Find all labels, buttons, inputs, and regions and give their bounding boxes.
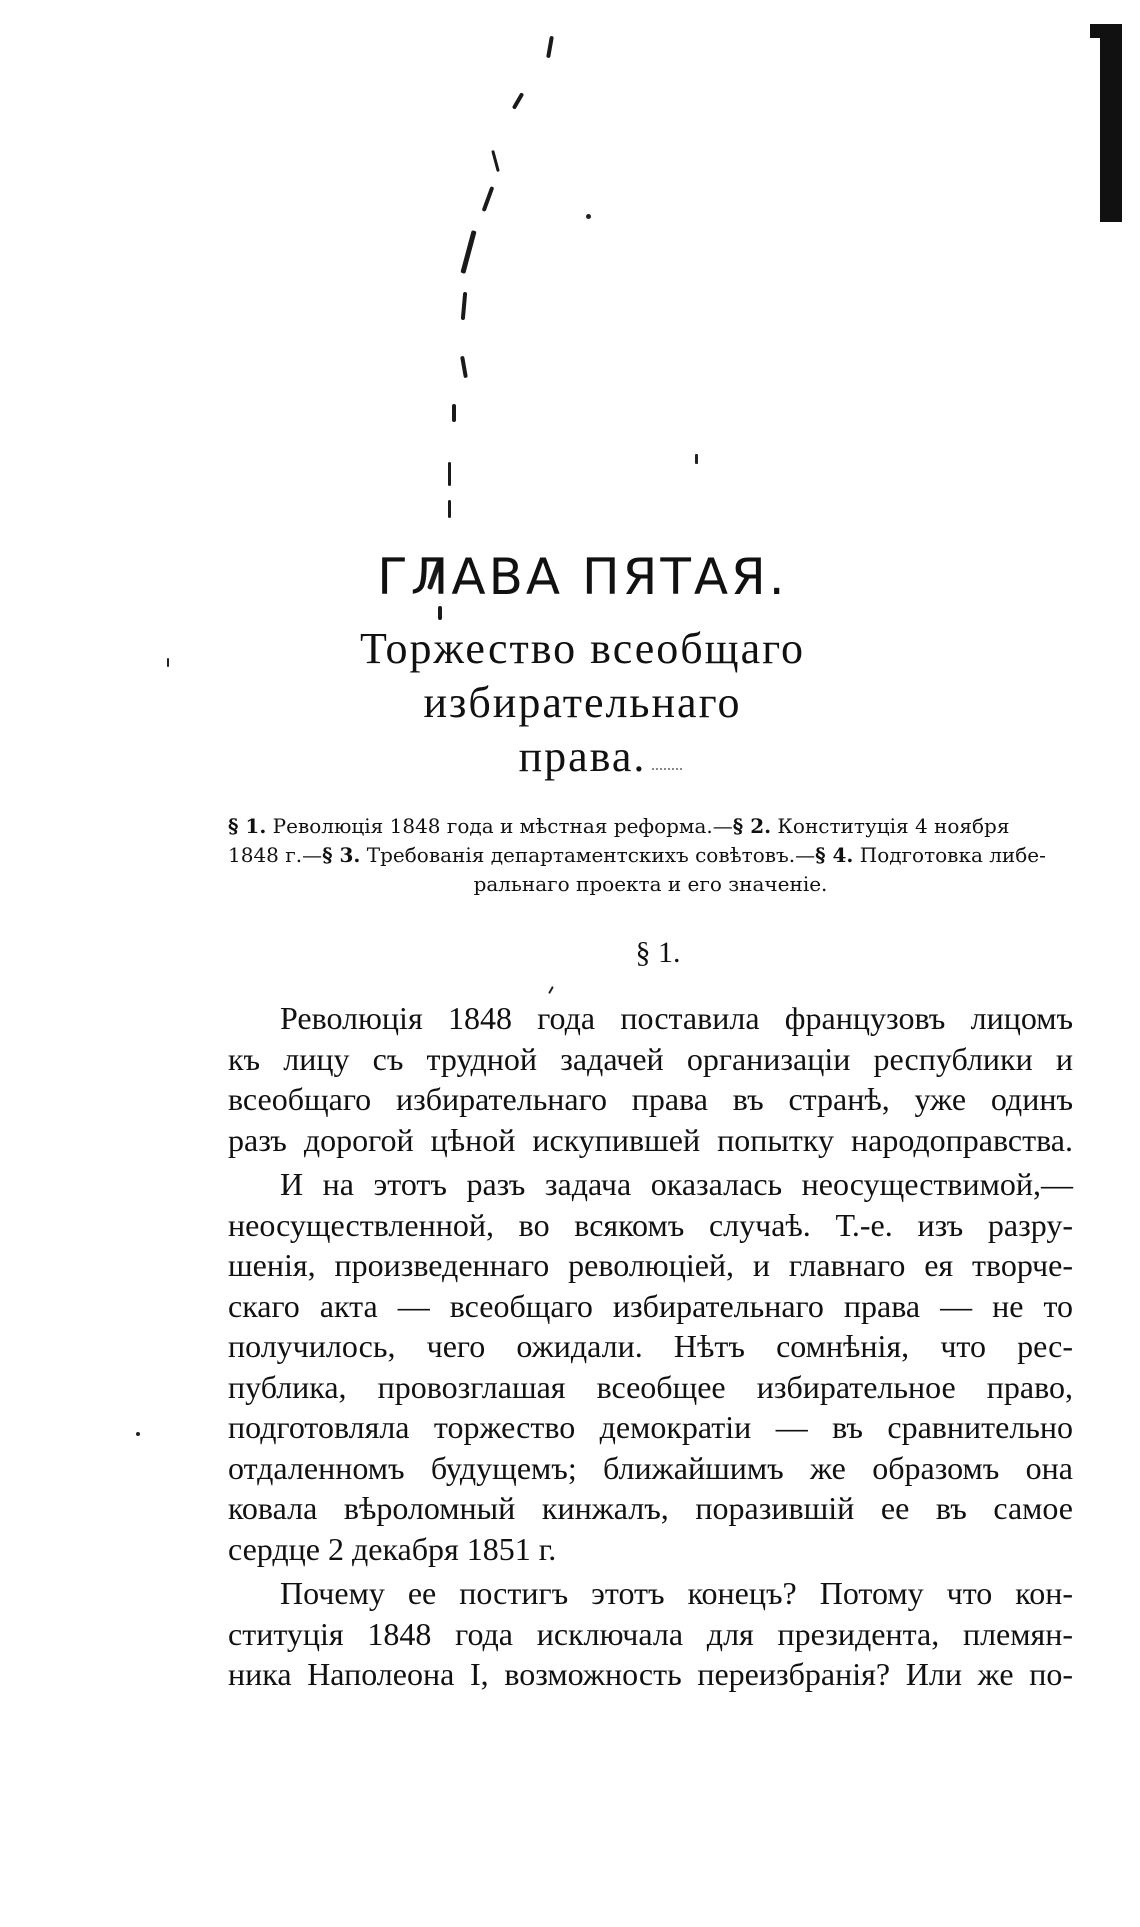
scan-artifact (586, 214, 591, 219)
summary-line: ральнаго проекта и его значеніе. (473, 872, 828, 896)
scan-artifact (452, 404, 456, 422)
summary-text: Революція 1848 года и мѣстная реформа.— (266, 814, 733, 838)
ornament-divider (652, 768, 682, 772)
summary-line (228, 841, 1073, 870)
text-line: подготовляла торжество демократіи — въ сравнительно (228, 1409, 1073, 1445)
scan-artifact (491, 150, 500, 172)
scan-artifact (460, 356, 468, 378)
subtitle-line: Торжество всеобщаго избирательнаго (359, 624, 806, 727)
text-line: неосуществленной, во всякомъ случаѣ. Т.-е. изъ разру- (228, 1206, 1073, 1243)
summary-text: 1848 г.— (228, 843, 323, 867)
scan-artifact (136, 1432, 140, 1436)
scan-artifact (448, 500, 451, 518)
text-line: получилось, чего ожидали. Нѣтъ сомнѣнія, что рес- (228, 1328, 1073, 1364)
text-line: всеобщаго избирательнаго права въ странѣ, уже одинъ (228, 1081, 1073, 1117)
chapter-subtitle (200, 622, 965, 784)
summary-line (228, 812, 1073, 841)
text-line: разъ дорогой цѣной искупившей попытку народоправства. (228, 1121, 1073, 1158)
scan-edge-bar (1100, 24, 1122, 222)
section-ref: § 3. (322, 843, 361, 867)
summary-text: Конституція 4 ноября (771, 814, 1010, 838)
text-line: ституція 1848 года исключала для президента, племян- (228, 1615, 1073, 1652)
scan-artifact (460, 230, 476, 274)
text-line: отдаленномъ будущемъ; ближайшимъ же образомъ она (228, 1449, 1073, 1486)
scan-artifact (512, 92, 524, 110)
scan-artifact (482, 186, 495, 212)
subtitle-line: права. (518, 732, 647, 781)
text-line: къ лицу съ трудной задачей организаціи республики и (228, 1040, 1073, 1077)
section-ref: § 4. (815, 843, 854, 867)
summary-text: Требованія департаментскихъ совѣтовъ.— (360, 843, 816, 867)
section-heading: § 1. (635, 936, 681, 969)
chapter-title: ГЛАВА ПЯТАЯ. (377, 548, 788, 606)
text-line: скаго акта — всеобщаго избирательнаго права — не то (228, 1287, 1073, 1324)
scan-artifact (167, 658, 169, 667)
chapter-summary (228, 812, 1073, 899)
summary-text: Подготовка либе- (853, 843, 1046, 867)
text-line: шенія, произведеннаго революціей, и главнаго ея творче- (228, 1247, 1073, 1283)
text-line: сердце 2 декабря 1851 г. (228, 1530, 557, 1567)
scan-artifact (695, 454, 698, 464)
scan-artifact (448, 462, 451, 486)
body-text (228, 998, 1073, 1695)
text-line: Революція 1848 года поставила французовъ лицомъ (280, 1000, 1073, 1036)
text-line: Почему ее постигъ этотъ конецъ? Потому что кон- (280, 1575, 1073, 1611)
scan-artifact (461, 292, 467, 320)
text-line: ковала вѣроломный кинжалъ, поразившій ее въ самое (228, 1490, 1073, 1526)
scan-artifact (546, 36, 554, 58)
scan-artifact (438, 606, 442, 620)
text-line: публика, провозглашая всеобщее избирательное право, (228, 1368, 1073, 1405)
section-ref: § 2. (732, 814, 772, 838)
scan-artifact (548, 986, 554, 994)
section-ref: § 1. (228, 814, 267, 838)
text-line: ника Наполеона I, возможность переизбранія? Или же по- (228, 1656, 1073, 1692)
text-line: И на этотъ разъ задача оказалась неосуществимой,— (280, 1166, 1073, 1202)
